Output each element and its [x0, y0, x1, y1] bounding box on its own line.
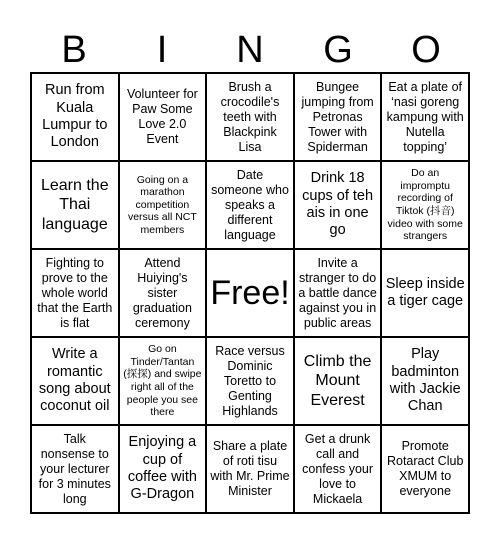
header-letter-g: G	[323, 29, 353, 71]
bingo-cell[interactable]: Go on Tinder/Tantan (探探) and swipe right all of the people you see there	[119, 337, 207, 425]
bingo-cell[interactable]: Volunteer for Paw Some Love 2.0 Event	[119, 73, 207, 161]
bingo-cell[interactable]: Fighting to prove to the whole world that the Earth is flat	[31, 249, 119, 337]
bingo-cell[interactable]: Eat a plate of ‘nasi goreng kampung with Nutella topping’	[381, 73, 469, 161]
bingo-cell[interactable]: Play badminton with Jackie Chan	[381, 337, 469, 425]
bingo-cell[interactable]: Sleep inside a tiger cage	[381, 249, 469, 337]
header-letter-b: B	[61, 29, 87, 71]
bingo-cell[interactable]: Bungee jumping from Petronas Tower with Spiderman	[294, 73, 382, 161]
bingo-cell[interactable]: Going on a marathon competition versus all NCT members	[119, 161, 207, 249]
bingo-cell[interactable]: Write a romantic song about coconut oil	[31, 337, 119, 425]
bingo-grid	[30, 72, 470, 514]
bingo-cell[interactable]: Learn the Thai language	[31, 161, 119, 249]
bingo-cell[interactable]: Invite a stranger to do a battle dance against you in public areas	[294, 249, 382, 337]
bingo-cell[interactable]: Talk nonsense to your lecturer for 3 minutes long	[31, 425, 119, 513]
bingo-cell[interactable]: Brush a crocodile's teeth with Blackpink Lisa	[206, 73, 294, 161]
bingo-cell[interactable]: Promote Rotaract Club XMUM to everyone	[381, 425, 469, 513]
bingo-cell[interactable]: Enjoying a cup of coffee with G-Dragon	[119, 425, 207, 513]
header-letter-n: N	[236, 29, 264, 71]
bingo-cell[interactable]: Date someone who speaks a different language	[206, 161, 294, 249]
bingo-cell[interactable]: Drink 18 cups of teh ais in one go	[294, 161, 382, 249]
header-letter-o: O	[411, 29, 441, 71]
bingo-cell[interactable]: Do an impromptu recording of Tiktok (抖音) video with some strangers	[381, 161, 469, 249]
free-space-cell[interactable]: Free!	[206, 249, 294, 337]
bingo-cell[interactable]: Race versus Dominic Toretto to Genting Highlands	[206, 337, 294, 425]
bingo-cell[interactable]: Climb the Mount Everest	[294, 337, 382, 425]
bingo-cell[interactable]: Share a plate of roti tisu with Mr. Prime Minister	[206, 425, 294, 513]
bingo-cell[interactable]: Run from Kuala Lumpur to London	[31, 73, 119, 161]
bingo-cell[interactable]: Get a drunk call and confess your love to Mickaela	[294, 425, 382, 513]
bingo-header	[30, 28, 470, 72]
header-letter-i: I	[156, 29, 168, 71]
bingo-cell[interactable]: Attend Huiying's sister graduation ceremony	[119, 249, 207, 337]
